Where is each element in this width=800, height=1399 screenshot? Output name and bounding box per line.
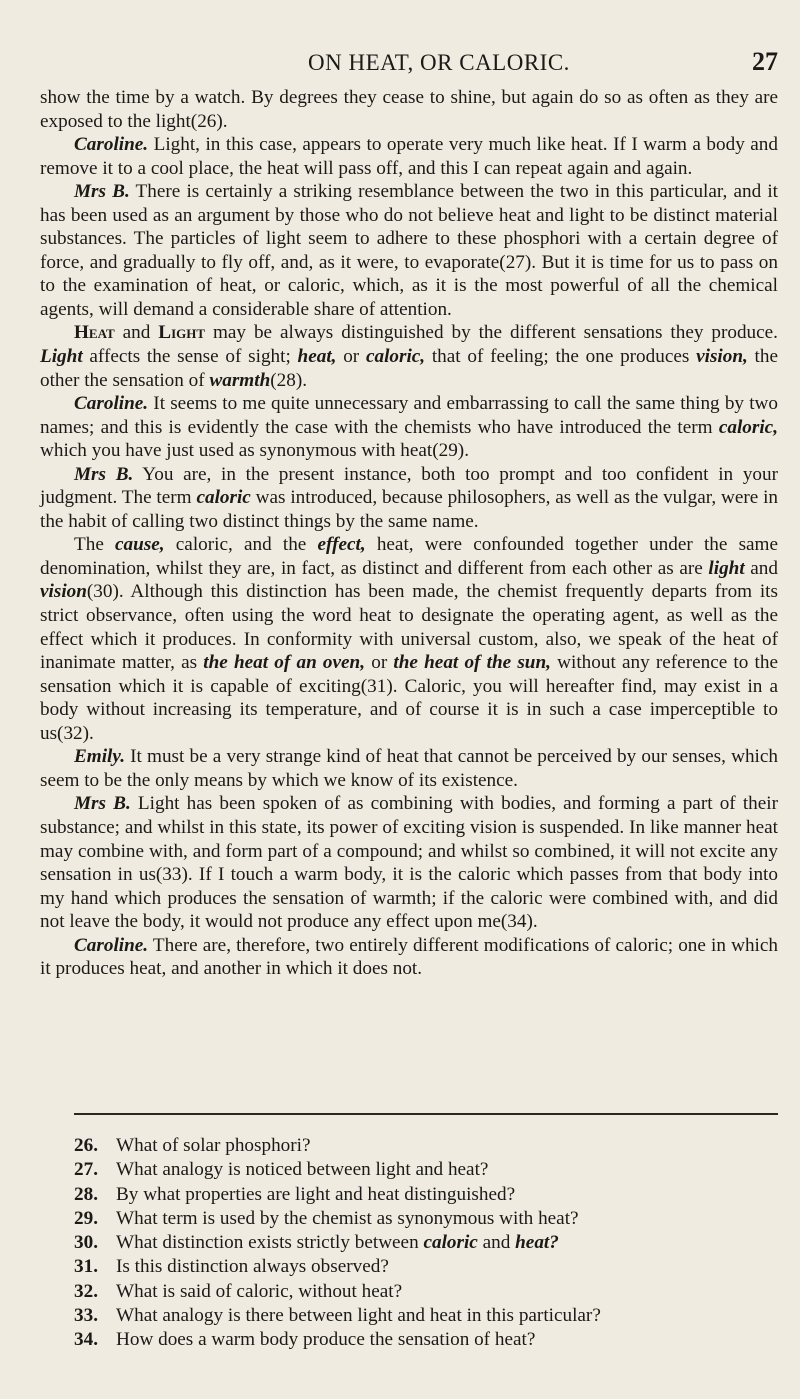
- question-item: [74, 1158, 778, 1182]
- paragraph-5: [40, 392, 778, 463]
- emphasis: caloric: [423, 1232, 478, 1254]
- emphasis: effect,: [317, 534, 366, 556]
- question-text: What is said of caloric, without heat?: [116, 1280, 403, 1302]
- paragraph-10-text: There are, therefore, two entirely different modifications of caloric; one in which it produces heat, and another in which it does not.: [40, 934, 778, 980]
- speaker-label: Caroline.: [74, 934, 149, 956]
- question-number: 29.: [74, 1207, 98, 1229]
- question-number: 27.: [74, 1159, 98, 1181]
- text-fragment: or: [365, 652, 394, 674]
- paragraph-8-text: It must be a very strange kind of heat that cannot be perceived by our senses, which seem to be the only means by which we know of its existence.: [40, 746, 778, 791]
- text-fragment: which you have just used as synonymous with heat(29).: [40, 440, 469, 462]
- text-fragment: caloric, and the: [164, 534, 318, 556]
- speaker-label: Mrs B.: [74, 181, 130, 203]
- emphasis: heat?: [515, 1232, 559, 1254]
- question-text: Is this distinction always observed?: [116, 1256, 389, 1278]
- text-fragment: or: [336, 346, 366, 368]
- emphasis: light: [708, 557, 745, 579]
- text-fragment: heat, were confounded together under the same denomination, whilst they are, in fact, as distinct and different from each other as are: [40, 534, 779, 579]
- emphasis: warmth: [209, 369, 271, 391]
- study-questions: [74, 1134, 778, 1353]
- term-heat: Heat: [74, 322, 115, 344]
- paragraph-3: [40, 180, 778, 321]
- question-item: [74, 1255, 778, 1279]
- running-title: ON HEAT, OR CALORIC.: [308, 50, 570, 75]
- text-fragment: It seems to me quite unnecessary and embarrassing to call the same thing by two names; and this is evidently the case with the chemists who have introduced the term: [40, 393, 778, 438]
- page-header: [40, 47, 778, 80]
- question-item: [74, 1183, 778, 1207]
- text-fragment: (28).: [270, 369, 308, 391]
- emphasis: cause,: [115, 534, 165, 556]
- speaker-label: Caroline.: [74, 134, 149, 156]
- paragraph-4: [40, 321, 778, 392]
- text-fragment: The: [74, 534, 116, 556]
- text-fragment: affects the sense of sight;: [82, 346, 298, 368]
- text-fragment: and: [477, 1232, 516, 1254]
- question-text: What analogy is noticed between light and heat?: [116, 1159, 489, 1181]
- emphasis: caloric: [196, 487, 251, 509]
- paragraph-2: [40, 133, 778, 180]
- paragraph-3-text: There is certainly a striking resemblance between the two in this particular, and it has been used as an argument by those who do not believe heat and light to be distinct material substances. The particles of light seem to adhere to these phosphori with a certain degree of force, and gradually to fly off, and, as it were, to evaporate(27). But it is time for us to pass on to the examination of heat, or caloric, which, as it is the most powerful of all the chemical agents, will demand a considerable share of attention.: [40, 181, 778, 320]
- question-text: What term is used by the chemist as synonymous with heat?: [116, 1207, 579, 1229]
- speaker-label: Caroline.: [74, 393, 149, 415]
- page-number: 27: [752, 47, 778, 76]
- question-item: [74, 1328, 778, 1352]
- speaker-label: Emily.: [74, 746, 125, 768]
- question-item: [74, 1207, 778, 1231]
- emphasis: vision: [40, 581, 87, 603]
- emphasis: the heat of an oven,: [203, 652, 366, 674]
- emphasis: caloric,: [365, 346, 426, 368]
- emphasis: Light: [40, 346, 83, 368]
- question-item: [74, 1231, 778, 1255]
- question-number: 34.: [74, 1329, 98, 1351]
- text-fragment: the other the sensation of: [40, 346, 778, 391]
- paragraph-2-text: Light, in this case, appears to operate very much like heat. If I warm a body and remove it to a cool place, the heat will pass off, and this I can repeat again and again.: [40, 134, 778, 179]
- speaker-label: Mrs B.: [74, 793, 131, 815]
- text-fragment: You are, in the present instance, both too prompt and too confident in your judgment. The term: [40, 463, 778, 509]
- question-number: 32.: [74, 1280, 98, 1302]
- body-text: [40, 86, 778, 981]
- paragraph-10: [40, 934, 778, 981]
- question-item: [74, 1304, 778, 1328]
- question-item: [74, 1134, 778, 1158]
- emphasis: caloric,: [718, 416, 778, 438]
- text-fragment: may be always distinguished by the different sensations they produce.: [205, 322, 778, 344]
- paragraph-1: [40, 86, 778, 133]
- question-number: 31.: [74, 1256, 98, 1278]
- paragraph-9-text: Light has been spoken of as combining with bodies, and forming a part of their substance; and whilst in this state, its power of exciting vision is suspended. In like manner heat may combine with, and form part of a compound; and whilst so combined, it will not excite any sensation in us(33). If I touch a warm body, it is the caloric which passes from that body into my hand which produces the sensation of warmth; if the caloric were combined with, and did not leave the body, it would not produce any effect upon me(34).: [40, 793, 779, 933]
- emphasis: heat,: [297, 346, 337, 368]
- paragraph-8: [40, 745, 778, 792]
- text-fragment: and: [744, 557, 778, 579]
- text-fragment: was introduced, because philosophers, as well as the vulgar, were in the habit of calling two distinct things by the same name.: [40, 487, 779, 532]
- book-page: [40, 0, 778, 1399]
- text-fragment: (30). Although this distinction has been made, the chemist frequently departs from its strict observance, often using the word heat to designate the operating agent, as well as the effect which it produces. In conformity with universal custom, also, we speak of the heat of inanimate matter, as: [40, 581, 778, 674]
- paragraph-6: [40, 463, 778, 534]
- question-number: 26.: [74, 1135, 98, 1156]
- question-number: 30.: [74, 1232, 98, 1254]
- question-text: What of solar phosphori?: [116, 1135, 311, 1156]
- paragraph-1-text: show the time by a watch. By degrees they cease to shine, but again do so as often as they are exposed to the light(26).: [40, 87, 778, 132]
- speaker-label: Mrs B.: [74, 463, 134, 485]
- question-text: By what properties are light and heat distinguished?: [116, 1183, 516, 1205]
- text-fragment: and: [114, 322, 159, 344]
- paragraph-7: [40, 533, 778, 745]
- question-number: 28.: [74, 1183, 98, 1205]
- question-text: What distinction exists strictly between: [116, 1232, 424, 1254]
- emphasis: vision,: [696, 346, 748, 368]
- question-text: How does a warm body produce the sensation of heat?: [116, 1329, 536, 1351]
- emphasis: the heat of the sun,: [393, 652, 551, 674]
- text-fragment: that of feeling; the one produces: [425, 346, 697, 368]
- term-light: Light: [158, 322, 206, 344]
- question-item: [74, 1280, 778, 1304]
- question-text: What analogy is there between light and heat in this particular?: [116, 1305, 601, 1327]
- text-fragment: without any reference to the sensation which it is capable of exciting(31). Caloric, you will hereafter find, may exist in a body without increasing its temperature, and of course it is in such a case imperceptible to us(32).: [40, 652, 778, 744]
- question-number: 33.: [74, 1305, 98, 1327]
- paragraph-9: [40, 792, 778, 933]
- footnote-divider: [74, 1113, 778, 1115]
